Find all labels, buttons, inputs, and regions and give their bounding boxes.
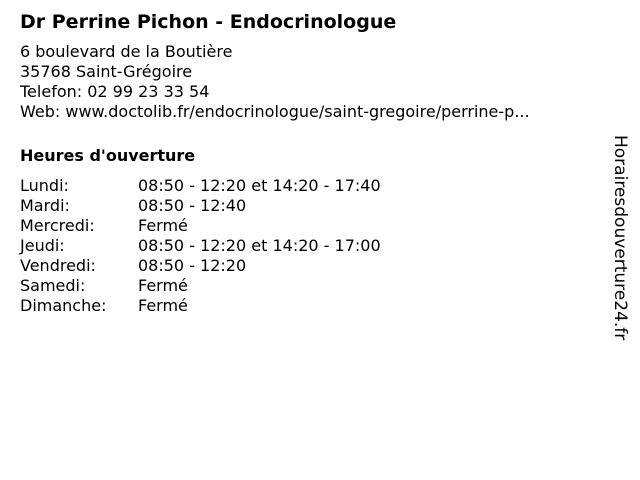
phone-line: [20, 82, 600, 102]
day-label: Lundi:: [20, 176, 69, 195]
address-line-1: 6 boulevard de la Boutière: [20, 42, 233, 61]
hours-row-monday: [20, 176, 381, 196]
web-label: Web:: [20, 102, 61, 121]
phone-label: Telefon:: [20, 82, 83, 101]
day-label: Dimanche:: [20, 296, 107, 315]
day-label: Jeudi:: [20, 236, 65, 255]
hours-row-saturday: [20, 276, 381, 296]
hours-value: Fermé: [138, 296, 188, 315]
hours-value: 08:50 - 12:20: [138, 256, 247, 275]
day-label: Vendredi:: [20, 256, 96, 275]
hours-row-wednesday: [20, 216, 381, 236]
opening-hours-table: [20, 176, 381, 316]
phone-number[interactable]: 02 99 23 33 54: [87, 82, 210, 101]
watermark-text: Horairesdouverture24.fr: [610, 135, 630, 341]
hours-value: 08:50 - 12:20 et 14:20 - 17:00: [138, 236, 381, 255]
business-card: [20, 8, 600, 316]
hours-row-friday: [20, 256, 381, 276]
hours-value: Fermé: [138, 216, 188, 235]
hours-row-sunday: [20, 296, 381, 316]
day-label: Samedi:: [20, 276, 86, 295]
business-title: Dr Perrine Pichon - Endocrinologue: [20, 11, 397, 33]
hours-value: 08:50 - 12:40: [138, 196, 247, 215]
site-watermark: [600, 135, 640, 375]
address-line-2: 35768 Saint-Grégoire: [20, 62, 193, 81]
hours-value: 08:50 - 12:20 et 14:20 - 17:40: [138, 176, 381, 195]
web-line: [20, 102, 600, 122]
web-link[interactable]: www.doctolib.fr/endocrinologue/saint-gregoire/perrine-p...: [65, 102, 530, 121]
hours-value: Fermé: [138, 276, 188, 295]
day-label: Mercredi:: [20, 216, 95, 235]
hours-row-thursday: [20, 236, 381, 256]
opening-hours-heading: Heures d'ouverture: [20, 146, 196, 165]
day-label: Mardi:: [20, 196, 70, 215]
hours-row-tuesday: [20, 196, 381, 216]
